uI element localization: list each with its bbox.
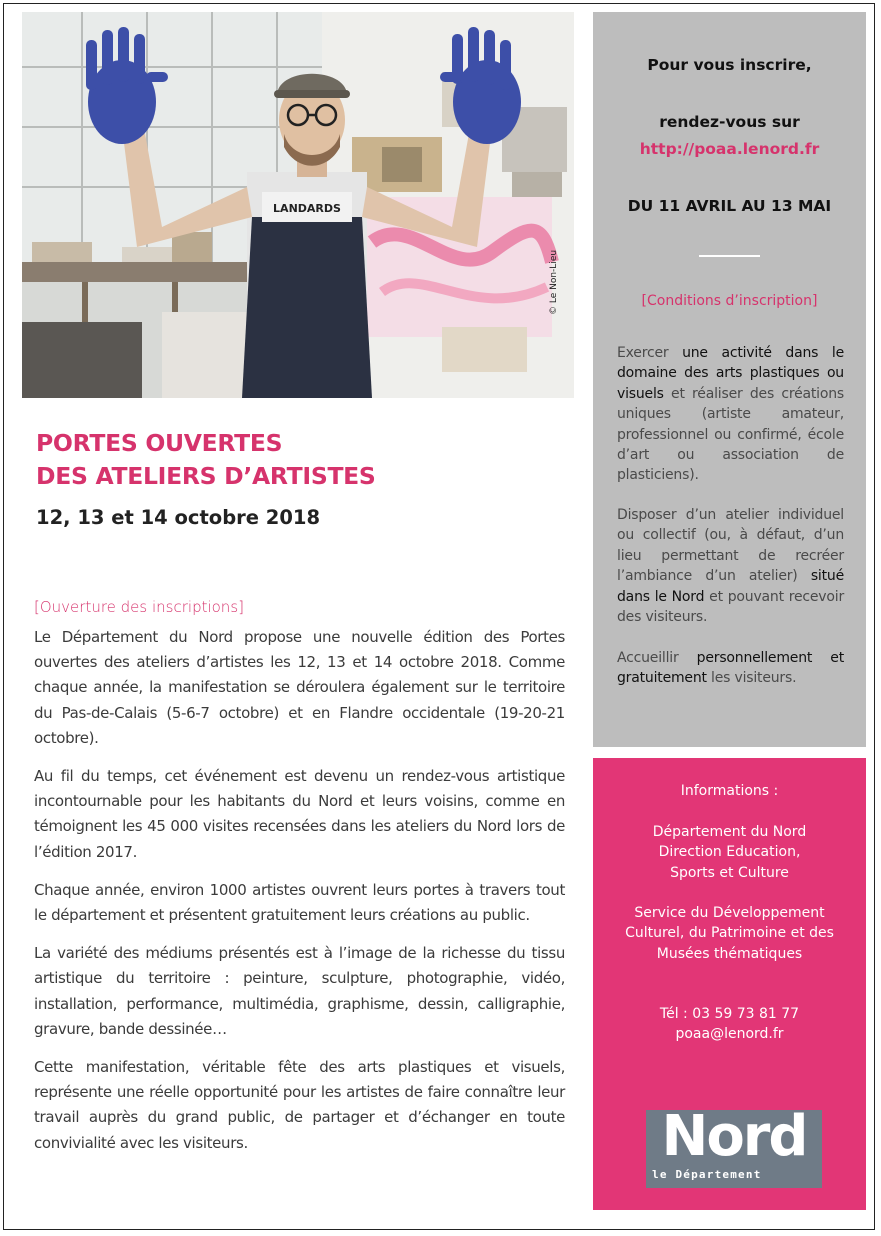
info-phone: Tél : 03 59 73 81 77 <box>659 1006 800 1022</box>
event-title-line-2: DES ATELIERS D’ARTISTES <box>36 462 376 490</box>
register-line-2: rendez-vous sur <box>659 113 800 131</box>
info-email-link[interactable]: poaa@lenord.fr <box>675 1026 784 1043</box>
divider <box>699 255 760 257</box>
condition-text: les visiteurs. <box>706 670 797 687</box>
condition-emphasis: personnellement et gratuitement <box>617 650 844 687</box>
body-paragraph: Chaque année, environ 1000 artistes ouvrent leurs portes à travers tout le département et présentent gratuitement leurs créations au public. <box>34 880 565 925</box>
info-line: Musées thématiques <box>656 945 803 962</box>
body-paragraph: Le Département du Nord propose une nouvelle édition des Portes ouvertes des ateliers d’artistes les 12, 13 et 14 octobre 2018. Comme chaque année, la manifestation se déroulera également sur le territoire du Pas-de-Calais (5-6-7 octobre) et en Flandre occidentale (19-20-21 octobre). <box>34 628 565 747</box>
event-title <box>36 427 376 493</box>
artist-photo <box>22 12 574 398</box>
nord-logo <box>646 1104 822 1188</box>
section-heading-conditions: [Conditions d’inscription] <box>641 293 818 309</box>
info-heading: Informations : <box>680 783 779 799</box>
info-line: Sports et Culture <box>670 864 789 881</box>
body-paragraph: Au fil du temps, cet événement est devenu un rendez-vous artistique incontournable pour les habitants du Nord et leurs voisins, comme en témoignent les 45 000 visites recensées dans les ateliers du Nord lors de l’édition 2017. <box>34 767 565 861</box>
event-dates: 12, 13 et 14 octobre 2018 <box>36 506 321 529</box>
condition-studio <box>617 505 844 627</box>
condition-emphasis: situé dans le Nord <box>617 568 844 605</box>
register-line-1: Pour vous inscrire, <box>647 56 812 74</box>
info-organisation-1 <box>593 822 866 883</box>
info-line: Département du Nord <box>652 824 807 840</box>
condition-emphasis: une activité dans le domaine des arts plastiques ou visuels <box>617 345 844 402</box>
event-title-line-1: PORTES OUVERTES <box>36 429 283 457</box>
photo-credit: © Le Non-Lieu <box>549 249 559 315</box>
registration-link[interactable]: http://poaa.lenord.fr <box>639 140 820 158</box>
logo-word: Nord <box>661 1104 807 1169</box>
registration-period: DU 11 AVRIL AU 13 MAI <box>627 197 832 215</box>
svg-text:LANDARDS: LANDARDS <box>273 202 341 215</box>
info-line: Culturel, du Patrimoine et des <box>625 925 834 942</box>
condition-text: Disposer d’un atelier individuel ou collectif (ou, à défaut, d’un lieu permettant de recréer l’ambiance d’un atelier) <box>617 507 844 585</box>
logo-subtitle: le Département <box>652 1168 762 1181</box>
info-organisation-2 <box>593 903 866 964</box>
artist-photo-illustration <box>22 12 574 398</box>
condition-text: et pouvant recevoir des visiteurs. <box>617 588 844 626</box>
registration-panel <box>593 12 866 747</box>
info-line: Direction Education, <box>658 844 801 861</box>
condition-text: Accueillir <box>617 650 697 666</box>
condition-activity <box>617 343 844 486</box>
section-heading-registration-opening: [Ouverture des inscriptions] <box>34 598 244 616</box>
condition-text: et réaliser des créations uniques (artiste amateur, professionnel ou confirmé, école d’art ou association de plasticiens). <box>617 385 844 484</box>
body-paragraph: La variété des médiums présentés est à l’image de la richesse du tissu artistique du territoire : peinture, sculpture, photographie, vidéo, installation, performance, multimédia, graphisme, dessin, calligraphie, gravure, bande dessinée… <box>34 944 565 1038</box>
main-body-text <box>34 625 565 1169</box>
condition-welcome <box>617 648 844 689</box>
info-contact <box>593 1004 866 1045</box>
body-paragraph: Cette manifestation, véritable fête des arts plastiques et visuels, représente une réelle opportunité pour les artistes de faire connaître leur travail auprès du grand public, de partager et d’échanger en toute convivialité avec les visiteurs. <box>34 1058 565 1152</box>
condition-text: Exercer <box>617 345 683 361</box>
info-line: Service du Développement <box>634 905 825 921</box>
